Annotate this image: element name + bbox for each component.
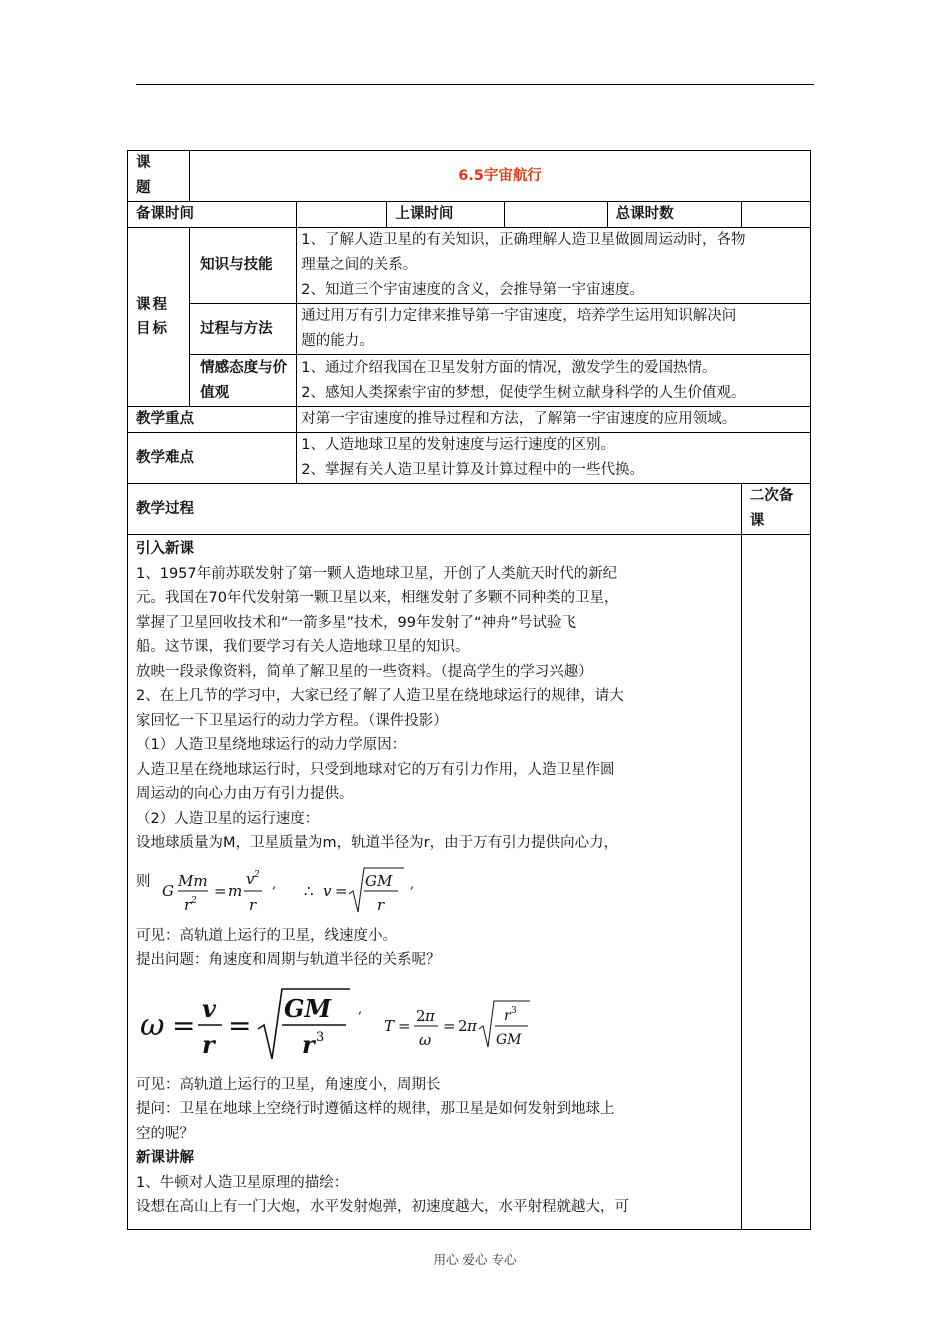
process-method-line: 通过用万有引力定律来推导第一宇宙速度，培养学生运用知识解决问: [301, 308, 737, 324]
process-line: （2）人造卫星的运行速度：: [136, 810, 320, 827]
knowledge-label: 知识与技能: [190, 228, 297, 304]
svg-text:ω: ω: [140, 1007, 165, 1043]
svg-text:=: =: [335, 881, 348, 900]
svg-text:GM: GM: [496, 1031, 522, 1048]
knowledge-content: [297, 228, 811, 304]
svg-text:T: T: [384, 1016, 395, 1035]
difficulty-line: 1、人造地球卫星的发射速度与运行速度的区别。: [301, 437, 615, 453]
key-points-label: 教学重点: [128, 407, 297, 433]
then-label: 则: [136, 873, 151, 890]
second-prep-label: 二次备课: [741, 484, 810, 535]
total-hours-value: [741, 202, 810, 228]
svg-text:GM: GM: [284, 993, 332, 1023]
total-hours-label: 总课时数: [607, 202, 741, 228]
process-line: 掌握了卫星回收技术和“一箭多星”技术，99年发射了“神舟”号试验飞: [136, 614, 576, 631]
process-line: 可见：高轨道上运行的卫星，角速度小，周期长: [136, 1076, 441, 1093]
svg-text:2: 2: [191, 895, 197, 906]
velocity-formula: [136, 856, 735, 924]
second-prep-content: [741, 535, 810, 1230]
process-line: 空的呢？: [136, 1125, 194, 1142]
process-line: 周运动的向心力由万有引力提供。: [136, 786, 354, 802]
svg-text:v: v: [202, 993, 216, 1023]
svg-text:v: v: [246, 869, 255, 888]
svg-text:3: 3: [316, 1029, 325, 1045]
velocity-equation: [158, 856, 458, 922]
intro-heading: 引入新课: [136, 541, 194, 557]
class-time-label: 上课时间: [387, 202, 505, 228]
difficulties-label: 教学难点: [128, 433, 297, 484]
difficulty-line: 2、掌握有关人造卫星计算及计算过程中的一些代换。: [301, 462, 644, 478]
process-line: 可见：高轨道上运行的卫星，线速度小。: [136, 927, 397, 944]
svg-text:r: r: [504, 1007, 511, 1024]
attitude-label: 情感态度与价值观: [190, 355, 297, 407]
svg-text:GM: GM: [365, 871, 393, 890]
process-line: 船。这节课，我们要学习有关人造地球卫星的知识。: [136, 639, 470, 655]
knowledge-line: 理量之间的关系。: [301, 257, 418, 273]
process-method-content: [297, 304, 811, 355]
svg-text:m: m: [228, 881, 243, 900]
svg-text:=: =: [228, 1008, 252, 1042]
class-time-value: [505, 202, 607, 228]
svg-text:r: r: [184, 895, 192, 914]
svg-text:∴: ∴: [304, 881, 314, 900]
process-line: 1、牛顿对人造卫星原理的描绘：: [136, 1174, 349, 1191]
svg-text:π: π: [425, 1006, 435, 1025]
omega-period-equation: [136, 973, 556, 1071]
process-line: 提问：卫星在地球上空绕行时遵循这样的规律，那卫星是如何发射到地球上: [136, 1101, 615, 1117]
svg-text:π: π: [467, 1016, 477, 1035]
svg-text:v: v: [323, 881, 332, 900]
process-line: （1）人造卫星绕地球运行的动力学原因：: [136, 737, 407, 753]
svg-text:Mm: Mm: [178, 871, 208, 890]
objectives-label-text: 课程目标: [136, 297, 169, 337]
lesson-plan-table: [127, 150, 811, 1230]
lesson-title: 6.5宇宙航行: [190, 151, 811, 202]
attitude-line: 2、感知人类探索宇宙的梦想，促使学生树立献身科学的人生价值观。: [301, 384, 746, 401]
process-line: 家回忆一下卫星运行的动力学方程。（课件投影）: [136, 712, 448, 729]
svg-text:,: ,: [358, 1001, 363, 1017]
attitude-content: [297, 355, 811, 407]
key-points-content: 对第一宇宙速度的推导过程和方法，了解第一宇宙速度的应用领域。: [297, 407, 811, 433]
topic-label: 课 题: [128, 151, 190, 202]
page-footer: 用心 爱心 专心: [433, 1252, 517, 1267]
process-line: 2、在上几节的学习中，大家已经了解了人造卫星在绕地球运行的规律，请大: [136, 688, 624, 704]
process-line: 人造卫星在绕地球运行时，只受到地球对它的万有引力作用，人造卫星作圆: [136, 761, 615, 778]
process-line: 提出问题：角速度和周期与轨道半径的关系呢？: [136, 952, 441, 968]
knowledge-line: 2、知道三个宇宙速度的含义，会推导第一宇宙速度。: [301, 282, 644, 298]
svg-text:G: G: [162, 881, 174, 900]
difficulties-content: [297, 433, 811, 484]
new-lesson-heading: 新课讲解: [136, 1150, 194, 1166]
process-label: 教学过程: [128, 484, 742, 535]
header-rule: [136, 84, 814, 85]
svg-text:,: ,: [410, 876, 415, 892]
process-line: 1、1957年前苏联发射了第一颗人造地球卫星，开创了人类航天时代的新纪: [136, 565, 618, 582]
process-line: 放映一段录像资料，简单了解卫星的一些资料。（提高学生的学习兴趣）: [136, 663, 593, 680]
process-method-label: 过程与方法: [190, 304, 297, 355]
svg-text:r: r: [202, 1029, 215, 1059]
svg-text:2: 2: [416, 1006, 426, 1025]
process-line: 设地球质量为M，卫星质量为m，轨道半径为r，由于万有引力提供向心力，: [136, 835, 619, 851]
svg-text:=: =: [214, 881, 227, 900]
omega-period-formula: [136, 973, 735, 1073]
svg-text:=: =: [398, 1016, 411, 1035]
attitude-line: 1、通过介绍我国在卫星发射方面的情况，激发学生的爱国热情。: [301, 359, 717, 376]
svg-text:r: r: [249, 895, 257, 914]
svg-text:r: r: [377, 895, 385, 914]
process-content: [128, 535, 742, 1230]
prep-time-value: [297, 202, 387, 228]
process-line: 设想在高山上有一门大炮，水平发射炮弹，初速度越大，水平射程就越大，可: [136, 1199, 629, 1215]
svg-text:2: 2: [254, 869, 260, 880]
svg-text:,: ,: [272, 876, 277, 892]
objectives-label: [128, 228, 190, 407]
svg-text:=: =: [172, 1008, 196, 1042]
svg-text:ω: ω: [419, 1030, 432, 1049]
svg-text:3: 3: [511, 1005, 517, 1016]
svg-text:r: r: [302, 1029, 315, 1059]
process-line: 元。我国在70年代发射第一颗卫星以来，相继发射了多颗不同种类的卫星，: [136, 590, 619, 606]
svg-text:2: 2: [458, 1016, 468, 1035]
prep-time-label: 备课时间: [128, 202, 297, 228]
knowledge-line: 1、了解人造卫星的有关知识，正确理解人造卫星做圆周运动时，各物: [301, 232, 746, 248]
process-method-line: 题的能力。: [301, 333, 374, 349]
svg-text:=: =: [443, 1016, 456, 1035]
